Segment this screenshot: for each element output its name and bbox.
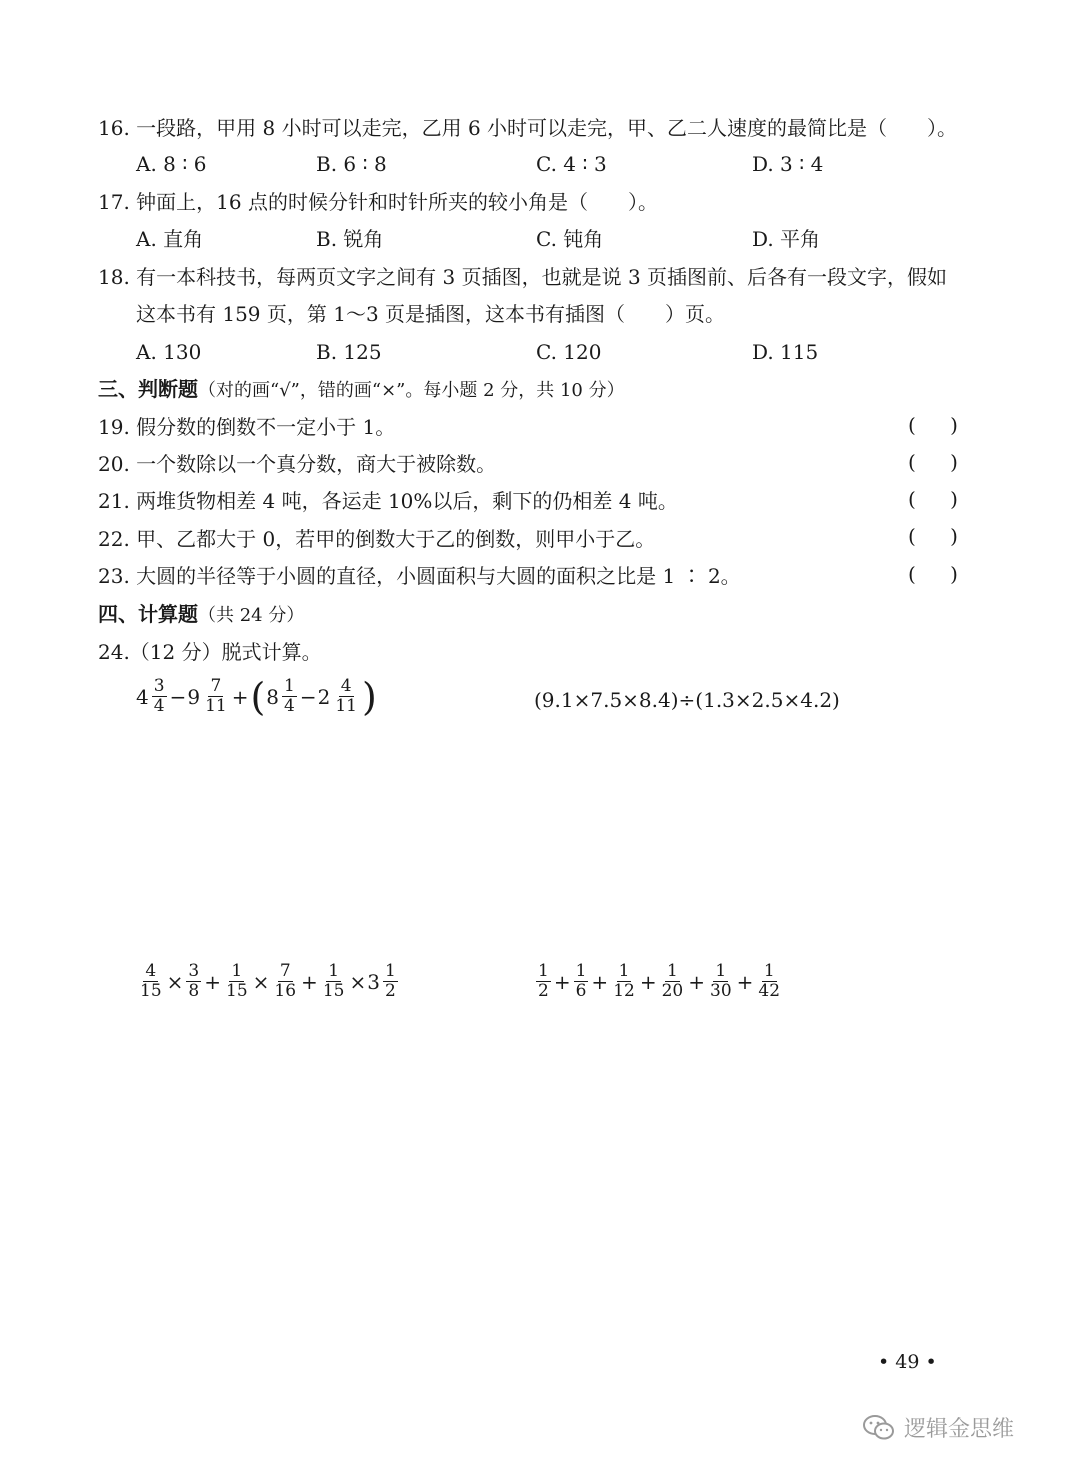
- expr1-num-4: 4: [340, 676, 352, 696]
- expr3-fraction-1: [138, 962, 164, 1001]
- q18-option-a: A. 130: [136, 340, 202, 364]
- q24-text: 24.（12 分）脱式计算。: [98, 640, 322, 664]
- expr3-num-2: 3: [188, 961, 200, 981]
- expr3-den-3: 15: [226, 981, 248, 1001]
- section4-heading: [98, 602, 304, 628]
- expr4-den-2: 6: [575, 981, 587, 1001]
- q18-text-line2: 这本书有 159 页，第 1～3 页是插图，这本书有插图（ ）页。: [136, 302, 726, 326]
- expr3-num-1: 4: [145, 961, 157, 981]
- expr4-num-2: 1: [575, 961, 587, 981]
- expr3-fraction-5: [321, 962, 347, 1001]
- expr3-num-5: 1: [328, 961, 340, 981]
- q17-option-d: D. 平角: [752, 227, 821, 251]
- wechat-icon: [862, 1414, 896, 1442]
- q16-option-d: D. 3 ∶ 4: [752, 152, 824, 176]
- expr4-fraction-5: [708, 962, 734, 1001]
- expr3-den-4: 16: [274, 981, 297, 1001]
- expr3-fraction-3: [224, 962, 250, 1001]
- expr4-fraction-2: [574, 962, 589, 1001]
- q18-option-d: D. 115: [752, 340, 819, 364]
- expr1-den-1: 4: [153, 696, 165, 716]
- judge-answer-21: ( ): [908, 487, 958, 511]
- q17-option-c: C. 钝角: [536, 227, 604, 251]
- watermark: [862, 1412, 1014, 1443]
- expr1-num-2: 7: [210, 676, 222, 696]
- expr3-fraction-4: [272, 962, 298, 1001]
- section3-heading: [98, 377, 625, 403]
- expr4-op-2: +: [591, 969, 609, 994]
- expr3-den-1: 15: [140, 981, 162, 1001]
- section3-title: 三、判断题: [98, 377, 198, 401]
- expr3-num-6: 1: [384, 961, 396, 981]
- expr1-den-3: 4: [284, 696, 295, 716]
- judge-item-23: 23. 大圆的半径等于小圆的直径，小圆面积与大圆的面积之比是 1 ∶ 2。: [98, 564, 741, 588]
- expr3-op-2: +: [204, 969, 221, 994]
- expr3-fraction-6: [383, 962, 398, 1001]
- expr4-op-1: +: [553, 969, 571, 994]
- q16-option-b: B. 6 ∶ 8: [316, 152, 387, 176]
- expr3-fraction-2: [186, 962, 201, 1001]
- judge-answer-22: ( ): [908, 524, 958, 548]
- q17-option-a: A. 直角: [136, 227, 204, 251]
- expr3-op-5: ×: [349, 969, 367, 994]
- expr1-fraction-4: [333, 677, 359, 716]
- q16-text: 16. 一段路，甲用 8 小时可以走完，乙用 6 小时可以走完，甲、乙二人速度的最简比是（ ）。: [98, 116, 958, 140]
- q18-text-line1: 18. 有一本科技书，每两页文字之间有 3 页插图，也就是说 3 页插图前、后各有一段文字，假如: [98, 265, 948, 289]
- judge-answer-20: ( ): [908, 450, 958, 474]
- expr4-op-3: +: [639, 969, 657, 994]
- expr3-num-3: 1: [231, 961, 243, 981]
- expr4-den-1: 2: [538, 981, 549, 1001]
- expr3-num-4: 7: [279, 961, 291, 981]
- expr4-fraction-1: [536, 962, 551, 1001]
- expr3-op-4: +: [301, 969, 318, 994]
- expr1-op-2: +: [231, 684, 249, 709]
- expr1-right-paren: ): [362, 674, 377, 719]
- expr1-den-2: 11: [205, 696, 227, 716]
- expr1-whole-3: 8: [266, 684, 280, 709]
- expr1-den-4: 11: [335, 696, 357, 716]
- judge-item-22: 22. 甲、乙都大于 0，若甲的倒数大于乙的倒数，则甲小于乙。: [98, 527, 656, 551]
- expr4-num-3: 1: [618, 961, 630, 981]
- expr1-whole-4: 2: [317, 684, 331, 709]
- q17-option-b: B. 锐角: [316, 227, 384, 251]
- expr4-den-6: 42: [758, 981, 781, 1001]
- page-number: • 49 •: [878, 1351, 937, 1373]
- section3-note: （对的画“√”，错的画“×”。每小题 2 分，共 10 分）: [198, 380, 625, 401]
- expr3-den-2: 8: [188, 981, 200, 1001]
- expr1-op-3: −: [299, 684, 317, 709]
- judge-answer-23: ( ): [908, 562, 958, 586]
- expr3-den-5: 15: [322, 981, 345, 1001]
- expr4-fraction-3: [611, 962, 637, 1001]
- q17-text: 17. 钟面上，16 点的时候分针和时针所夹的较小角是（ ）。: [98, 190, 658, 214]
- expr1-fraction-1: [152, 677, 167, 716]
- section4-title: 四、计算题: [98, 602, 198, 626]
- expr4-op-4: +: [688, 969, 705, 994]
- q18-option-b: B. 125: [316, 340, 382, 364]
- expr3-op-1: ×: [166, 969, 184, 994]
- expr1-whole-1: 4: [136, 684, 149, 709]
- judge-item-20: 20. 一个数除以一个真分数，商大于被除数。: [98, 452, 497, 476]
- q18-option-c: C. 120: [536, 340, 602, 364]
- q16-option-a: A. 8 ∶ 6: [136, 152, 207, 176]
- expr4-fraction-4: [660, 962, 686, 1001]
- judge-item-19: 19. 假分数的倒数不一定小于 1。: [98, 415, 396, 439]
- expr1-whole-2: 9: [187, 684, 201, 709]
- expr4-den-3: 12: [613, 981, 635, 1001]
- expr1-op-1: −: [169, 684, 187, 709]
- expr1-num-1: 3: [153, 676, 165, 696]
- calc-expression-2: (9.1×7.5×8.4)÷(1.3×2.5×4.2): [534, 688, 840, 712]
- calc-expression-1: [136, 674, 378, 719]
- expr4-fraction-6: [756, 962, 782, 1001]
- expr3-whole-6: 3: [367, 969, 380, 994]
- expr3-op-3: ×: [252, 969, 270, 994]
- judge-item-21: 21. 两堆货物相差 4 吨，各运走 10%以后，剩下的仍相差 4 吨。: [98, 489, 678, 513]
- q16-option-c: C. 4 ∶ 3: [536, 152, 607, 176]
- expr4-op-5: +: [736, 969, 754, 994]
- expr1-fraction-3: [282, 677, 297, 716]
- expr1-fraction-2: [203, 677, 229, 716]
- expr4-num-4: 1: [667, 961, 678, 981]
- expr3-den-6: 2: [384, 981, 396, 1001]
- expr4-num-5: 1: [715, 961, 727, 981]
- expr4-den-5: 30: [710, 981, 732, 1001]
- section4-note: （共 24 分）: [198, 605, 305, 626]
- judge-answer-19: ( ): [908, 413, 958, 437]
- expr1-left-paren: (: [250, 674, 266, 719]
- expr1-num-3: 1: [284, 676, 295, 696]
- watermark-text: 逻辑金思维: [904, 1417, 1015, 1442]
- expr4-num-6: 1: [763, 961, 775, 981]
- expr4-den-4: 20: [661, 981, 684, 1001]
- calc-expression-3: [136, 962, 400, 1001]
- expr4-num-1: 1: [538, 961, 549, 981]
- calc-expression-4: [534, 962, 784, 1001]
